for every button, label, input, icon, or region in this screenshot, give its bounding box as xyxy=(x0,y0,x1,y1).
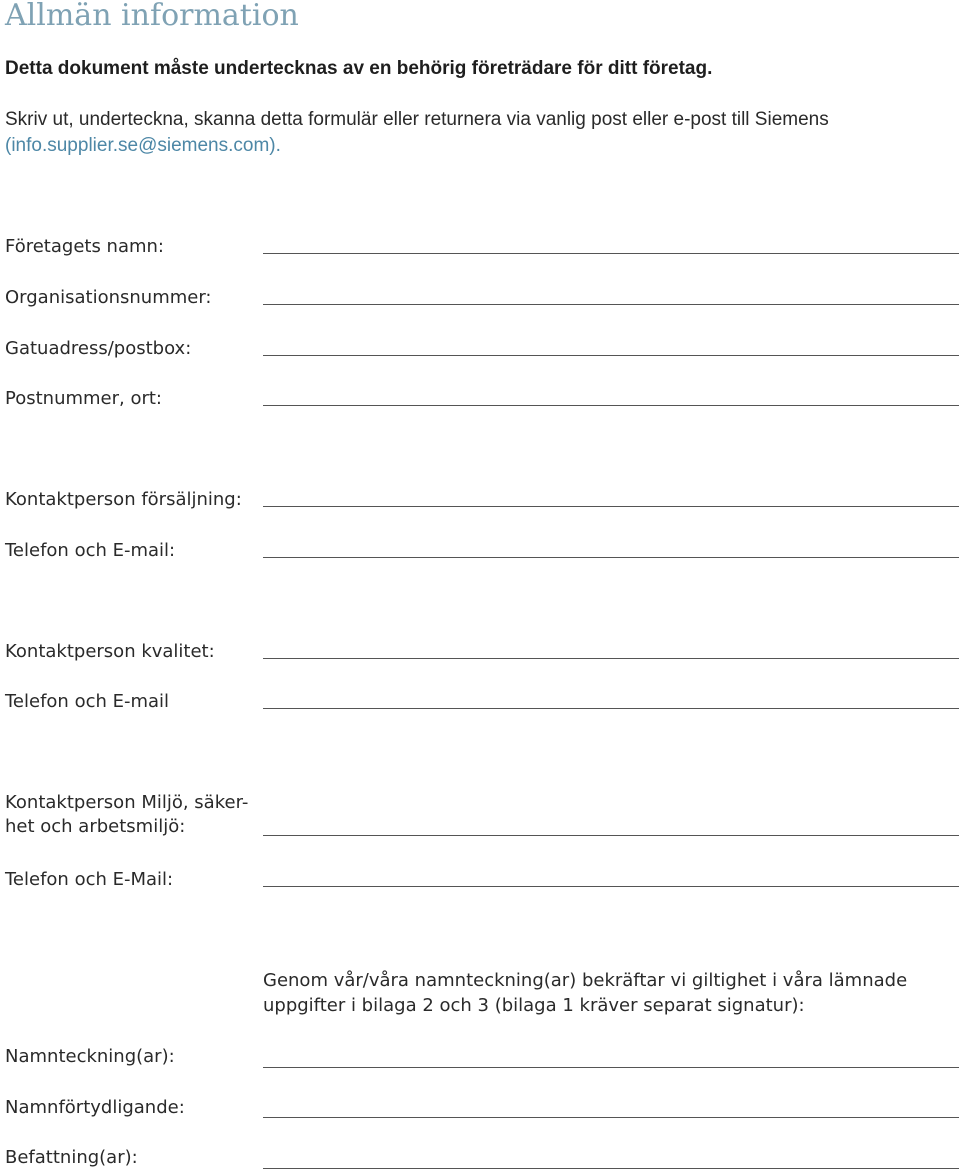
company-name-field[interactable] xyxy=(263,253,959,254)
ehs-contact-field[interactable] xyxy=(263,835,959,836)
street-address-label: Gatuadress/postbox: xyxy=(5,338,192,359)
quality-contact-label: Kontaktperson kvalitet: xyxy=(5,641,215,662)
job-title-label: Befattning(ar): xyxy=(5,1147,138,1168)
quality-phone-email-label: Telefon och E-mail xyxy=(5,691,170,712)
quality-phone-email-row xyxy=(0,688,960,728)
company-name-row xyxy=(0,233,960,273)
siemens-email-link[interactable]: (info.supplier.se@siemens.com). xyxy=(5,135,281,156)
street-address-field[interactable] xyxy=(263,355,959,356)
sales-phone-email-field[interactable] xyxy=(263,557,959,558)
ehs-contact-label: Kontaktperson Miljö, säker-het och arbetsmiljö: xyxy=(5,792,249,837)
ehs-phone-email-label: Telefon och E-Mail: xyxy=(5,869,174,890)
return-instructions-text: Skriv ut, underteckna, skanna detta formulär eller returnera via vanlig post eller e-post till Siemens xyxy=(5,109,829,130)
signing-requirement-text: Detta dokument måste undertecknas av en behörig företrädare för ditt företag. xyxy=(5,58,713,79)
org-number-row xyxy=(0,284,960,324)
company-name-label: Företagets namn: xyxy=(5,236,164,257)
sales-contact-field[interactable] xyxy=(263,506,959,507)
return-instructions xyxy=(5,107,905,159)
sales-contact-row xyxy=(0,486,960,526)
signature-field[interactable] xyxy=(263,1067,959,1068)
ehs-phone-email-field[interactable] xyxy=(263,886,959,887)
job-title-row xyxy=(0,1144,960,1170)
quality-contact-row xyxy=(0,638,960,678)
org-number-field[interactable] xyxy=(263,304,959,305)
ehs-contact-row xyxy=(0,790,960,850)
sales-phone-email-row xyxy=(0,537,960,577)
quality-phone-email-field[interactable] xyxy=(263,708,959,709)
job-title-field[interactable] xyxy=(263,1168,959,1169)
name-clarification-row xyxy=(0,1094,960,1134)
postal-code-field[interactable] xyxy=(263,405,959,406)
signature-label: Namnteckning(ar): xyxy=(5,1046,175,1067)
name-clarification-field[interactable] xyxy=(263,1117,959,1118)
sales-contact-label: Kontaktperson försäljning: xyxy=(5,489,242,510)
postal-code-label: Postnummer, ort: xyxy=(5,388,162,409)
org-number-label: Organisationsnummer: xyxy=(5,287,212,308)
name-clarification-label: Namnförtydligande: xyxy=(5,1097,185,1118)
ehs-phone-email-row xyxy=(0,866,960,906)
sales-phone-email-label: Telefon och E-mail: xyxy=(5,540,176,561)
street-address-row xyxy=(0,335,960,375)
signature-confirmation-text: Genom vår/våra namnteckning(ar) bekräftar vi giltighet i våra lämnade uppgifter i bilaga 2 och 3 (bilaga 1 kräver separat signatur): xyxy=(263,970,908,1016)
postal-code-row xyxy=(0,385,960,425)
quality-contact-field[interactable] xyxy=(263,658,959,659)
signature-row xyxy=(0,1043,960,1083)
page-title: Allmän information xyxy=(5,0,299,33)
